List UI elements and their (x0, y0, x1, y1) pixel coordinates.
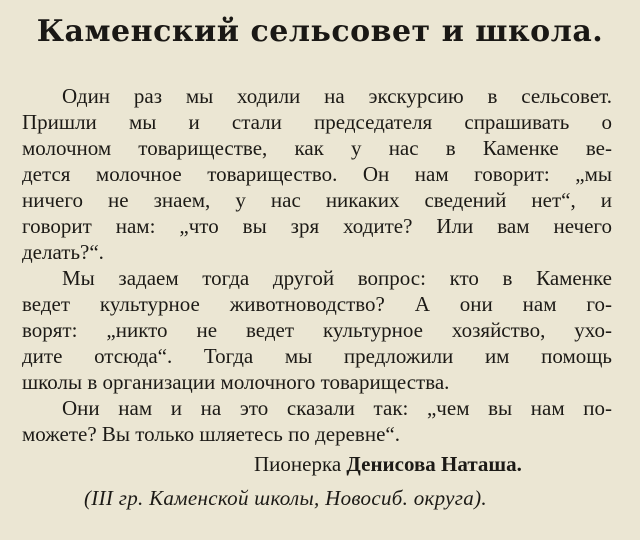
author-affiliation: (III гр. Каменской школы, Новосиб. округа). (84, 486, 487, 510)
text-line: школы в организации молочного товарищества. (22, 370, 450, 394)
text-line: Пришли мы и стали председателя спрашивать о (22, 110, 612, 134)
article-title: Каменский сельсовет и школа. (36, 14, 604, 49)
text-line: Они нам и на это сказали так: „чем вы нам по- (62, 396, 612, 420)
text-line: ничего не знаем, у нас никаких сведений нет“, и (22, 188, 612, 212)
text-line: можете? Вы только шляетесь по деревне“. (22, 422, 400, 446)
text-line: дите отсюда“. Тогда мы предложили им помощь (22, 344, 612, 368)
text-line: дется молочное товарищество. Он нам говорит: „мы (22, 162, 612, 186)
text-line: говорит нам: „что вы зря ходите? Или вам нечего (22, 214, 612, 238)
text-line: молочном товариществе, как у нас в Каменке ве- (22, 136, 612, 160)
author-signature (254, 452, 522, 477)
text-line: Мы задаем тогда другой вопрос: кто в Каменке (62, 266, 612, 290)
signature-prefix: Пионерка (254, 452, 342, 476)
text-line: ведет культурное животноводство? А они нам го- (22, 292, 612, 316)
text-line: делать?“. (22, 240, 104, 264)
text-line: ворят: „никто не ведет культурное хозяйство, ухо- (22, 318, 612, 342)
author-name: Денисова Наташа. (346, 452, 522, 476)
text-line: Один раз мы ходили на экскурсию в сельсовет. (62, 84, 612, 108)
